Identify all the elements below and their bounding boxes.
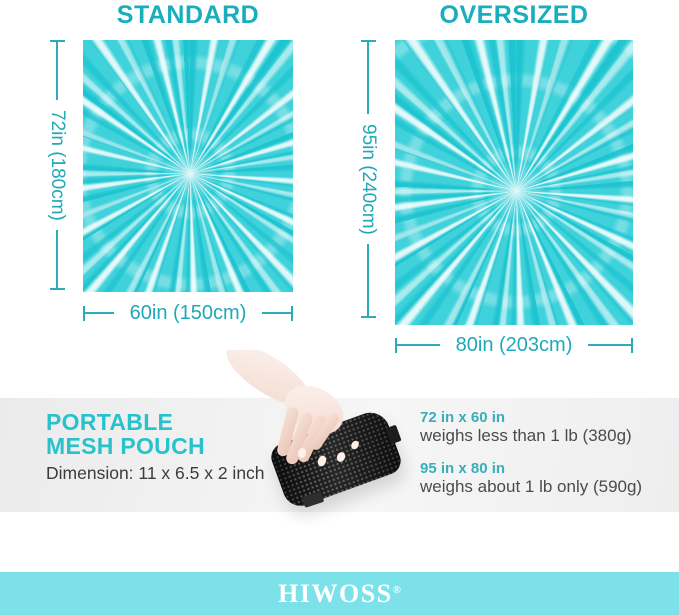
weight-spec-oversized-weight: weighs about 1 lb only (590g) [420, 477, 643, 497]
dimension-tick [631, 338, 633, 353]
oversized-width-dimension [395, 333, 633, 356]
dimension-line [588, 344, 631, 346]
weight-spec-standard-size: 72 in x 60 in [420, 409, 506, 426]
pouch-title-line2: MESH POUCH [46, 433, 205, 460]
dimension-tick [291, 306, 293, 321]
oversized-title: OVERSIZED [439, 1, 589, 29]
weight-spec-oversized [420, 460, 642, 497]
registered-mark: ® [392, 583, 401, 596]
dimension-line [56, 230, 58, 288]
dimension-line [367, 42, 369, 114]
dimension-line [56, 42, 58, 100]
oversized-width-label: 80in (203cm) [455, 333, 573, 356]
standard-width-label: 60in (150cm) [129, 301, 247, 324]
brand-name: HIWOSS [278, 578, 393, 608]
weight-specs [420, 409, 642, 511]
brand-logo [278, 579, 401, 609]
oversized-height-label: 95in (240cm) [358, 123, 379, 235]
standard-height-label: 72in (180cm) [47, 109, 68, 221]
standard-blanket-photo [83, 40, 293, 292]
weight-spec-oversized-size: 95 in x 80 in [420, 459, 506, 477]
dimension-tick [50, 288, 65, 290]
dimension-line [367, 244, 369, 316]
standard-height-dimension [47, 40, 68, 290]
oversized-blanket-photo [395, 40, 633, 325]
dimension-tick [361, 316, 376, 318]
dimension-line [85, 312, 114, 314]
pouch-title [46, 410, 205, 458]
hand-photo [222, 350, 382, 495]
pouch-dimension-text: Dimension: 11 x 6.5 x 2 inch [46, 463, 265, 483]
standard-title: STANDARD [116, 1, 260, 29]
dimension-line [397, 344, 440, 346]
dimension-line [262, 312, 291, 314]
weight-spec-standard-weight: weighs less than 1 lb (380g) [420, 426, 632, 446]
standard-width-dimension [83, 301, 293, 324]
weight-spec-standard [420, 409, 642, 446]
pouch-title-line1: PORTABLE [46, 409, 174, 435]
oversized-height-dimension [358, 40, 379, 318]
brand-footer [0, 572, 679, 615]
